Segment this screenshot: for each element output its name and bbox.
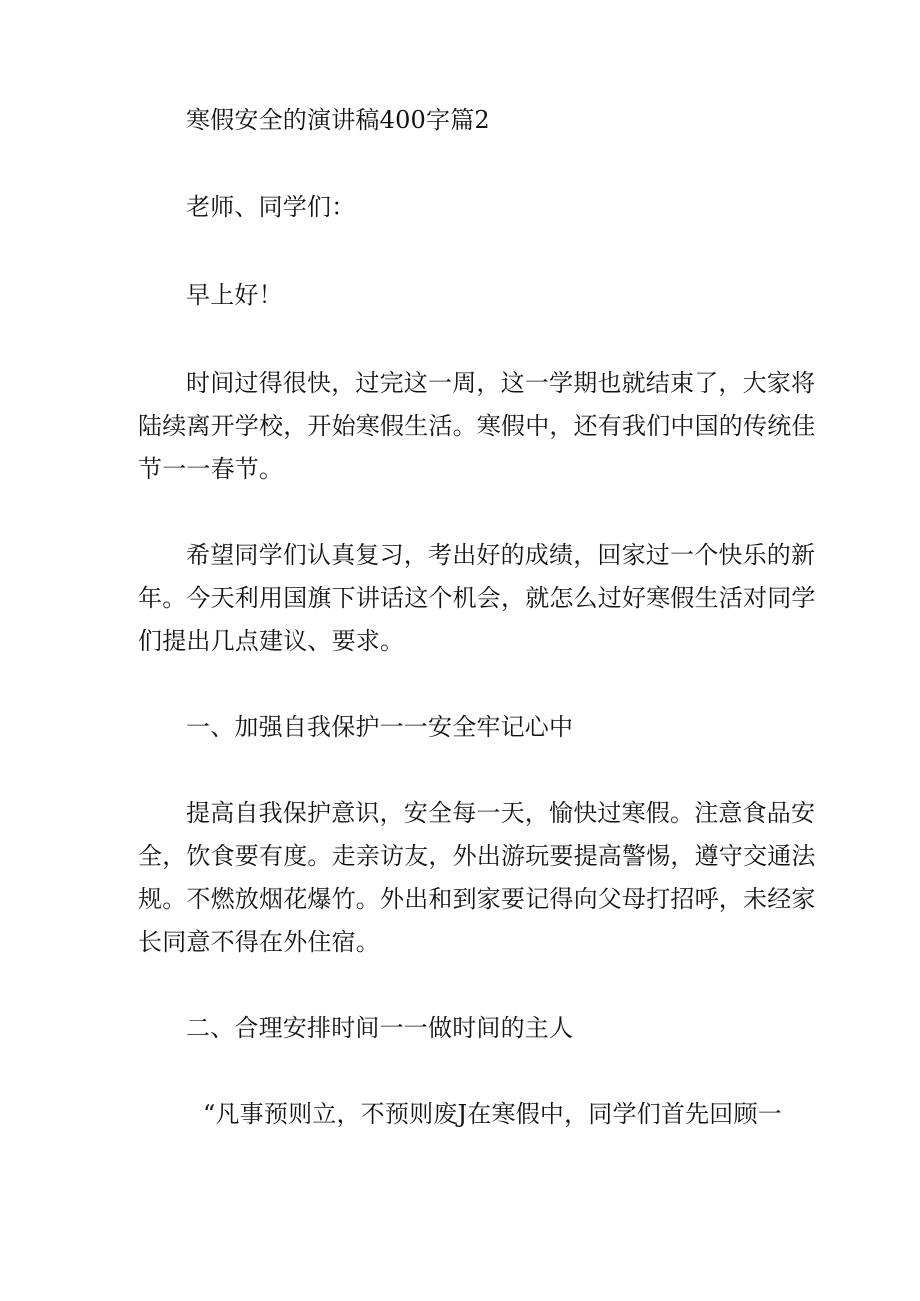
greeting: 早上好！ (186, 281, 283, 309)
paragraph-1-line-3: 节一一春节。 (138, 455, 284, 483)
paragraph-2-line-1: 希望同学们认真复习，考出好的成绩，回家过一个快乐的新 (186, 541, 816, 569)
paragraph-2-line-2: 年。今天利用国旗下讲话这个机会，就怎么过好寒假生活对同学 (138, 584, 816, 612)
section-2-heading: 二、合理安排时间一一做时间的主人 (186, 1014, 574, 1042)
paragraph-1-line-2: 陆续离开学校，开始寒假生活。寒假中，还有我们中国的传统佳 (138, 412, 816, 440)
salutation: 老师、同学们： (186, 193, 356, 221)
paragraph-4-line-1: “凡事预则立，不预则废J在寒假中，同学们首先回顾一 (203, 1100, 782, 1128)
section-1-heading: 一、加强自我保护一一安全牢记心中 (186, 713, 574, 741)
paragraph-1-line-1: 时间过得很快，过完这一周，这一学期也就结束了，大家将 (186, 369, 816, 397)
paragraph-2-line-3: 们提出几点建议、要求。 (138, 627, 405, 655)
document-heading: 寒假安全的演讲稿400字篇2 (186, 106, 490, 134)
paragraph-3-line-2: 全，饮食要有度。走亲访友，外出游玩要提高警惕，遵守交通法 (138, 842, 816, 870)
paragraph-3-line-1: 提高自我保护意识，安全每一天，愉快过寒假。注意食品安 (186, 799, 816, 827)
paragraph-3-line-3: 规。不燃放烟花爆竹。外出和到家要记得向父母打招呼，未经家 (138, 885, 816, 913)
paragraph-3-line-4: 长同意不得在外住宿。 (138, 928, 380, 956)
